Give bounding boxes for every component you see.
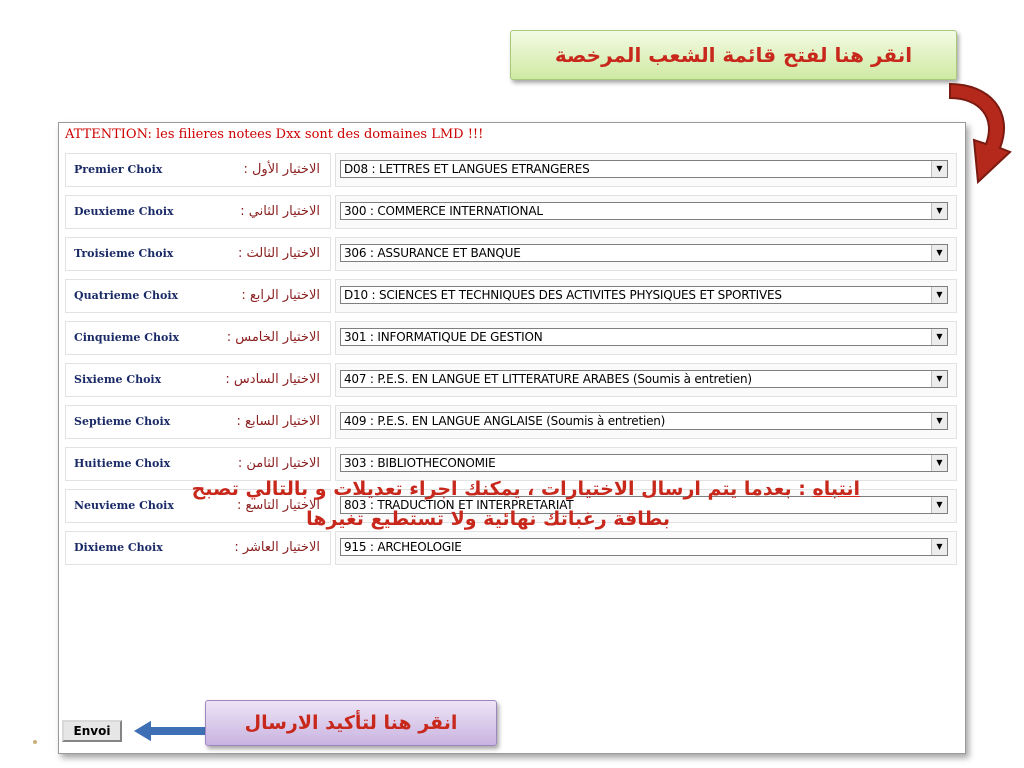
choice-select-cell bbox=[335, 279, 957, 313]
choice-label-ar: الاختيار الثامن : bbox=[237, 456, 320, 471]
choice-label-ar: الاختيار العاشر : bbox=[234, 540, 320, 555]
choice-label-cell bbox=[65, 237, 331, 271]
confirm-send-callout: انقر هنا لتأكيد الارسال bbox=[205, 700, 497, 746]
choice-label-fr: Sixieme Choix bbox=[74, 373, 162, 386]
attention-notice bbox=[65, 127, 483, 142]
choice-label-ar: الاختيار الخامس : bbox=[226, 330, 320, 345]
select-value: 409 : P.E.S. EN LANGUE ANGLAISE (Soumis à entretien) bbox=[344, 414, 666, 428]
choice-label-ar: الاختيار السابع : bbox=[236, 414, 320, 429]
choice-select-cell bbox=[335, 195, 957, 229]
envoi-submit-button[interactable]: Envoi bbox=[62, 720, 122, 742]
choice-label-fr: Neuvieme Choix bbox=[74, 499, 174, 512]
select-value: 803 : TRADUCTION ET INTERPRETARIAT bbox=[344, 498, 574, 512]
choice-select-3[interactable] bbox=[340, 244, 948, 262]
choice-select-1[interactable] bbox=[340, 160, 948, 178]
choice-select-6[interactable] bbox=[340, 370, 948, 388]
chevron-down-icon[interactable]: ▼ bbox=[931, 287, 947, 303]
choice-label-fr: Quatrieme Choix bbox=[74, 289, 179, 302]
choices-form bbox=[58, 122, 966, 754]
choice-row-10 bbox=[65, 531, 957, 565]
select-value: 303 : BIBLIOTHECONOMIE bbox=[344, 456, 496, 470]
chevron-down-icon[interactable]: ▼ bbox=[931, 329, 947, 345]
choice-row-5 bbox=[65, 321, 957, 355]
choice-select-cell bbox=[335, 363, 957, 397]
choice-label-cell bbox=[65, 321, 331, 355]
choice-row-2 bbox=[65, 195, 957, 229]
choice-label-ar: الاختيار الأول : bbox=[243, 162, 320, 177]
choice-row-3 bbox=[65, 237, 957, 271]
choice-label-cell bbox=[65, 363, 331, 397]
left-arrow-icon bbox=[130, 716, 210, 746]
open-list-callout: انقر هنا لفتح قائمة الشعب المرخصة bbox=[510, 30, 957, 80]
chevron-down-icon[interactable]: ▼ bbox=[931, 539, 947, 555]
select-value: 407 : P.E.S. EN LANGUE ET LITTERATURE ARABES (Soumis à entretien) bbox=[344, 372, 752, 386]
choice-select-8[interactable] bbox=[340, 454, 948, 472]
choice-row-6 bbox=[65, 363, 957, 397]
choice-label-ar: الاختيار التاسع : bbox=[236, 498, 320, 513]
attention-prefix: ATTENTION: bbox=[65, 127, 152, 142]
chevron-down-icon[interactable]: ▼ bbox=[931, 371, 947, 387]
select-value: 301 : INFORMATIQUE DE GESTION bbox=[344, 330, 543, 344]
choice-label-cell bbox=[65, 531, 331, 565]
choice-label-cell bbox=[65, 405, 331, 439]
choice-select-cell bbox=[335, 531, 957, 565]
choice-label-fr: Deuxieme Choix bbox=[74, 205, 174, 218]
choice-select-cell bbox=[335, 405, 957, 439]
chevron-down-icon[interactable]: ▼ bbox=[931, 413, 947, 429]
chevron-down-icon[interactable]: ▼ bbox=[931, 497, 947, 513]
choice-label-ar: الاختيار الرابع : bbox=[241, 288, 320, 303]
select-value: 915 : ARCHEOLOGIE bbox=[344, 540, 462, 554]
choice-label-fr: Cinquieme Choix bbox=[74, 331, 180, 344]
chevron-down-icon[interactable]: ▼ bbox=[931, 203, 947, 219]
choice-select-cell bbox=[335, 237, 957, 271]
choice-row-4 bbox=[65, 279, 957, 313]
select-value: D08 : LETTRES ET LANGUES ETRANGERES bbox=[344, 162, 590, 176]
choice-label-cell bbox=[65, 279, 331, 313]
choice-select-cell bbox=[335, 321, 957, 355]
choice-label-fr: Dixieme Choix bbox=[74, 541, 163, 554]
choice-select-4[interactable] bbox=[340, 286, 948, 304]
warning-line1: : بعدما يتم ارسال الاختيارات ، يمكنك اجراء تعديلات و بالتالي تصبح bbox=[191, 478, 813, 500]
chevron-down-icon[interactable]: ▼ bbox=[931, 245, 947, 261]
choice-row-7 bbox=[65, 405, 957, 439]
choice-label-cell bbox=[65, 153, 331, 187]
attention-text: les filieres notees Dxx sont des domaines LMD !!! bbox=[151, 127, 484, 142]
select-value: 300 : COMMERCE INTERNATIONAL bbox=[344, 204, 543, 218]
choice-label-fr: Huitieme Choix bbox=[74, 457, 171, 470]
choice-select-5[interactable] bbox=[340, 328, 948, 346]
choice-label-fr: Premier Choix bbox=[74, 163, 163, 176]
choice-label-cell bbox=[65, 195, 331, 229]
decorative-dot bbox=[33, 740, 37, 744]
choice-label-ar: الاختيار السادس : bbox=[225, 372, 320, 387]
choice-select-cell bbox=[335, 153, 957, 187]
choice-label-ar: الاختيار الثالث : bbox=[238, 246, 320, 261]
chevron-down-icon[interactable]: ▼ bbox=[931, 161, 947, 177]
chevron-down-icon[interactable]: ▼ bbox=[931, 455, 947, 471]
choice-row-1 bbox=[65, 153, 957, 187]
choice-select-10[interactable] bbox=[340, 538, 948, 556]
warning-title: انتباه bbox=[812, 478, 860, 500]
select-value: D10 : SCIENCES ET TECHNIQUES DES ACTIVITES PHYSIQUES ET SPORTIVES bbox=[344, 288, 782, 302]
choice-select-7[interactable] bbox=[340, 412, 948, 430]
choice-select-2[interactable] bbox=[340, 202, 948, 220]
warning-line2: بطاقة رغباتك نهائية ولا تستطيع تغيرها bbox=[306, 508, 670, 530]
choice-label-fr: Troisieme Choix bbox=[74, 247, 174, 260]
choice-label-fr: Septieme Choix bbox=[74, 415, 171, 428]
warning-note bbox=[60, 474, 860, 534]
choice-label-ar: الاختيار الثاني : bbox=[240, 204, 320, 219]
select-value: 306 : ASSURANCE ET BANQUE bbox=[344, 246, 521, 260]
